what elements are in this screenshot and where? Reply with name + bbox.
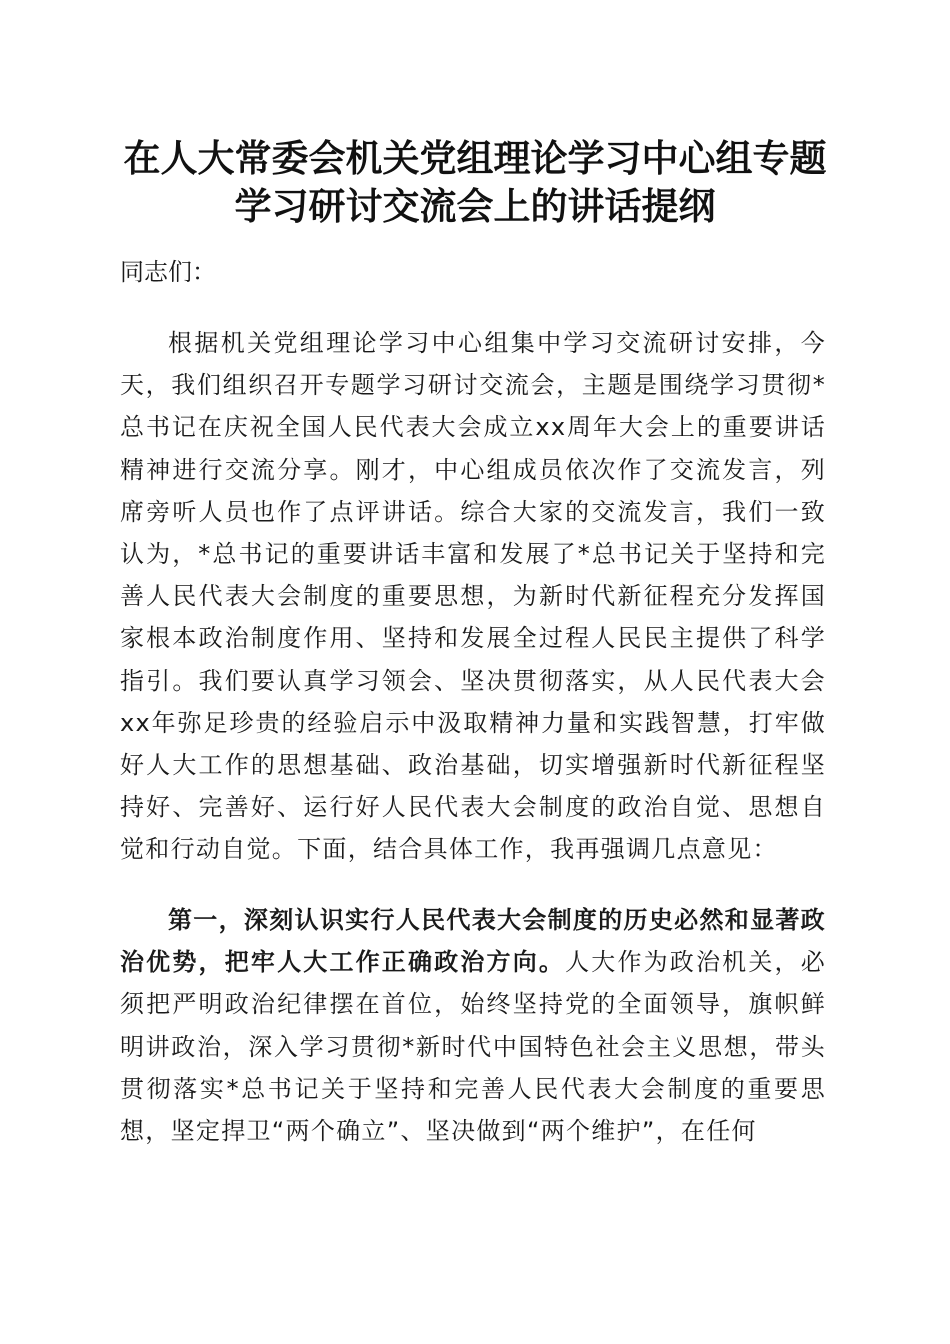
- body-paragraph-point-one: [120, 899, 826, 1152]
- document-title: 在人大常委会机关党组理论学习中心组专题学习研讨交流会上的讲话提纲: [123, 136, 827, 228]
- point-one-heading: 第一，深刻认识实行人民代表大会制度的历史必然和显著政治优势，把牢人大工作正确政治方向。: [120, 906, 826, 977]
- point-one-body: 人大作为政治机关，必须把严明政治纪律摆在首位，始终坚持党的全面领导，旗帜鲜明讲政治，深入学习贯彻*新时代中国特色社会主义思想，带头贯彻落实*总书记关于坚持和完善人民代表大会制度的重要思想，坚定捍卫“两个确立”、坚决做到“两个维护”，在任何: [120, 948, 827, 1146]
- salutation: 同志们：: [120, 258, 216, 286]
- body-paragraph-intro: 根据机关党组理论学习中心组集中学习交流研讨安排，今天，我们组织召开专题学习研讨交流会，主题是围绕学习贯彻*总书记在庆祝全国人民代表大会成立xx周年大会上的重要讲话精神进行交流分享。刚才，中心组成员依次作了交流发言，列席旁听人员也作了点评讲话。综合大家的交流发言，我们一致认为，*总书记的重要讲话丰富和发展了*总书记关于坚持和完善人民代表大会制度的重要思想，为新时代新征程充分发挥国家根本政治制度作用、坚持和发展全过程人民民主提供了科学指引。我们要认真学习领会、坚决贯彻落实，从人民代表大会xx年弥足珍贵的经验启示中汲取精神力量和实践智慧，打牢做好人大工作的思想基础、政治基础，切实增强新时代新征程坚持好、完善好、运行好人民代表大会制度的政治自觉、思想自觉和行动自觉。下面，结合具体工作，我再强调几点意见：: [120, 329, 826, 864]
